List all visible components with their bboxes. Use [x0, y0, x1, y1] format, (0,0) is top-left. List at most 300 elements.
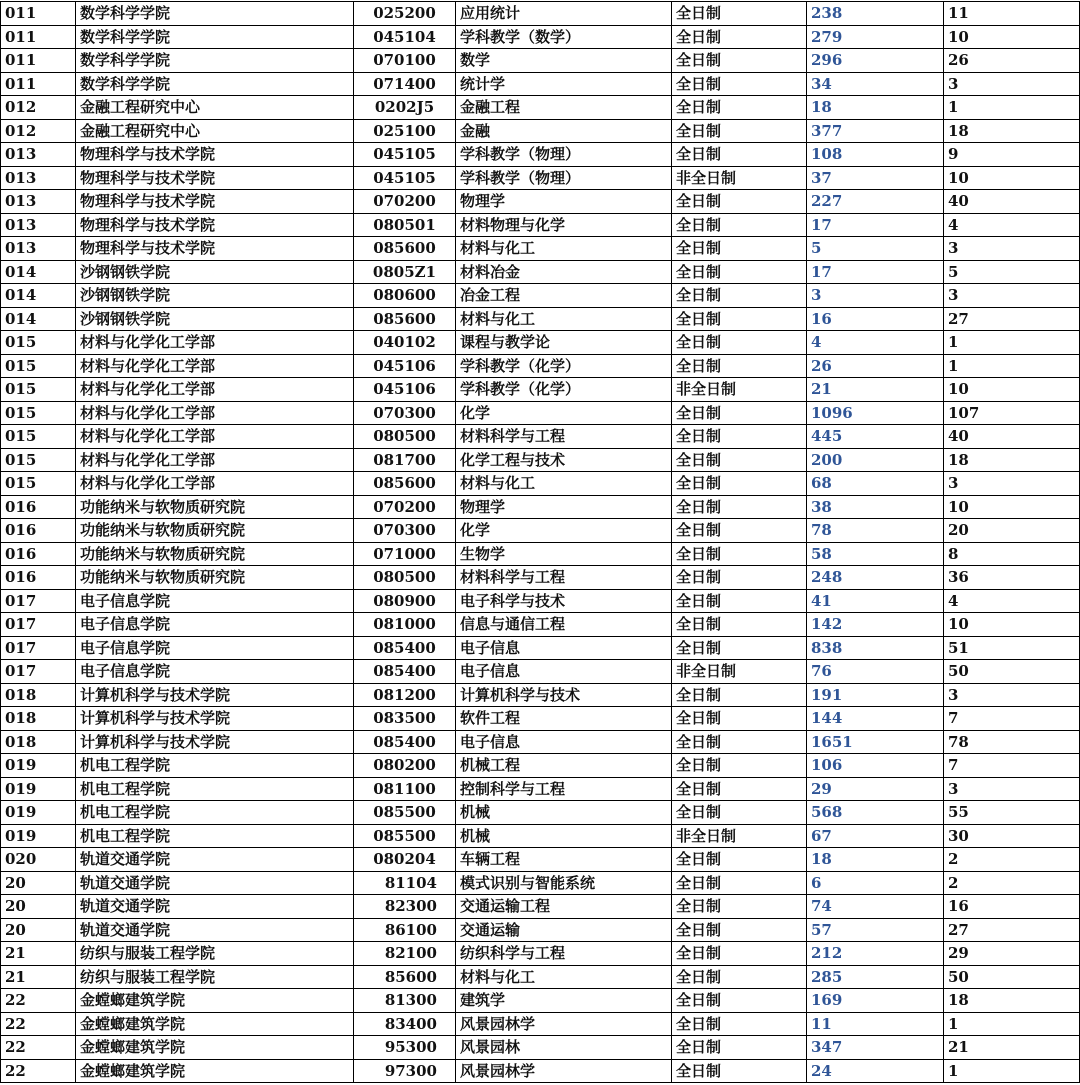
table-row: [1, 754, 1080, 778]
major-code-cell: 085600: [354, 307, 456, 331]
applicants-cell: 18: [807, 96, 944, 120]
major-code-cell: 071000: [354, 542, 456, 566]
applicants-cell: 74: [807, 895, 944, 919]
applicants-cell: 3: [807, 284, 944, 308]
study-mode-cell: 全日制: [672, 119, 807, 143]
college-name-cell: 纺织与服装工程学院: [76, 942, 354, 966]
table-row: [1, 965, 1080, 989]
applicants-cell: 57: [807, 918, 944, 942]
major-name-cell: 材料冶金: [456, 260, 672, 284]
admitted-cell: 1: [944, 331, 1080, 355]
study-mode-cell: 全日制: [672, 72, 807, 96]
college-name-cell: 机电工程学院: [76, 824, 354, 848]
major-code-cell: 081100: [354, 777, 456, 801]
college-name-cell: 计算机科学与技术学院: [76, 683, 354, 707]
applicants-cell: 24: [807, 1059, 944, 1083]
college-code-cell: 019: [1, 777, 76, 801]
table-row: [1, 354, 1080, 378]
study-mode-cell: 全日制: [672, 143, 807, 167]
major-name-cell: 电子信息: [456, 730, 672, 754]
college-name-cell: 金螳螂建筑学院: [76, 989, 354, 1013]
college-name-cell: 功能纳米与软物质研究院: [76, 566, 354, 590]
college-code-cell: 013: [1, 166, 76, 190]
applicants-cell: 238: [807, 2, 944, 26]
admitted-cell: 3: [944, 284, 1080, 308]
college-code-cell: 015: [1, 331, 76, 355]
major-code-cell: 045105: [354, 143, 456, 167]
college-name-cell: 材料与化学化工学部: [76, 354, 354, 378]
applicants-cell: 212: [807, 942, 944, 966]
college-name-cell: 轨道交通学院: [76, 848, 354, 872]
college-code-cell: 017: [1, 660, 76, 684]
major-name-cell: 模式识别与智能系统: [456, 871, 672, 895]
college-code-cell: 020: [1, 848, 76, 872]
study-mode-cell: 全日制: [672, 307, 807, 331]
major-name-cell: 材料物理与化学: [456, 213, 672, 237]
study-mode-cell: 全日制: [672, 96, 807, 120]
major-name-cell: 生物学: [456, 542, 672, 566]
college-name-cell: 沙钢钢铁学院: [76, 260, 354, 284]
major-name-cell: 物理学: [456, 495, 672, 519]
major-name-cell: 化学: [456, 401, 672, 425]
admitted-cell: 40: [944, 190, 1080, 214]
applicants-cell: 169: [807, 989, 944, 1013]
college-code-cell: 014: [1, 260, 76, 284]
college-code-cell: 018: [1, 707, 76, 731]
college-name-cell: 材料与化学化工学部: [76, 378, 354, 402]
table-row: [1, 871, 1080, 895]
study-mode-cell: 全日制: [672, 237, 807, 261]
table-row: [1, 519, 1080, 543]
admitted-cell: 5: [944, 260, 1080, 284]
college-name-cell: 金融工程研究中心: [76, 119, 354, 143]
college-name-cell: 物理科学与技术学院: [76, 143, 354, 167]
college-name-cell: 材料与化学化工学部: [76, 401, 354, 425]
admitted-cell: 2: [944, 848, 1080, 872]
major-name-cell: 信息与通信工程: [456, 613, 672, 637]
major-name-cell: 学科教学（物理）: [456, 143, 672, 167]
college-code-cell: 017: [1, 613, 76, 637]
college-code-cell: 015: [1, 378, 76, 402]
table-row: [1, 589, 1080, 613]
admitted-cell: 10: [944, 378, 1080, 402]
admitted-cell: 18: [944, 119, 1080, 143]
major-name-cell: 电子信息: [456, 636, 672, 660]
applicants-cell: 296: [807, 49, 944, 73]
college-code-cell: 019: [1, 824, 76, 848]
admitted-cell: 51: [944, 636, 1080, 660]
table-row: [1, 166, 1080, 190]
college-code-cell: 015: [1, 425, 76, 449]
table-row: [1, 942, 1080, 966]
major-name-cell: 化学: [456, 519, 672, 543]
major-code-cell: 085600: [354, 237, 456, 261]
study-mode-cell: 全日制: [672, 613, 807, 637]
college-code-cell: 015: [1, 401, 76, 425]
college-name-cell: 材料与化学化工学部: [76, 448, 354, 472]
table-row: [1, 425, 1080, 449]
applicants-cell: 142: [807, 613, 944, 637]
applicants-cell: 248: [807, 566, 944, 590]
college-code-cell: 22: [1, 989, 76, 1013]
college-code-cell: 011: [1, 72, 76, 96]
applicants-cell: 279: [807, 25, 944, 49]
admitted-cell: 3: [944, 777, 1080, 801]
applicants-cell: 5: [807, 237, 944, 261]
college-code-cell: 22: [1, 1059, 76, 1083]
study-mode-cell: 全日制: [672, 942, 807, 966]
applicants-cell: 17: [807, 213, 944, 237]
admitted-cell: 3: [944, 72, 1080, 96]
college-name-cell: 数学科学学院: [76, 49, 354, 73]
college-name-cell: 数学科学学院: [76, 72, 354, 96]
table-row: [1, 566, 1080, 590]
major-name-cell: 化学工程与技术: [456, 448, 672, 472]
college-code-cell: 20: [1, 871, 76, 895]
major-code-cell: 045106: [354, 378, 456, 402]
applicants-cell: 78: [807, 519, 944, 543]
college-code-cell: 016: [1, 566, 76, 590]
admitted-cell: 1: [944, 1012, 1080, 1036]
major-name-cell: 机械: [456, 824, 672, 848]
college-code-cell: 20: [1, 918, 76, 942]
college-code-cell: 22: [1, 1036, 76, 1060]
admitted-cell: 11: [944, 2, 1080, 26]
study-mode-cell: 全日制: [672, 801, 807, 825]
major-code-cell: 81300: [354, 989, 456, 1013]
college-name-cell: 物理科学与技术学院: [76, 190, 354, 214]
applicants-cell: 38: [807, 495, 944, 519]
major-name-cell: 车辆工程: [456, 848, 672, 872]
major-code-cell: 82100: [354, 942, 456, 966]
study-mode-cell: 全日制: [672, 542, 807, 566]
major-name-cell: 数学: [456, 49, 672, 73]
table-row: [1, 307, 1080, 331]
study-mode-cell: 非全日制: [672, 166, 807, 190]
college-code-cell: 012: [1, 96, 76, 120]
applicants-cell: 18: [807, 848, 944, 872]
major-name-cell: 学科教学（物理）: [456, 166, 672, 190]
table-row: [1, 730, 1080, 754]
table-row: [1, 1059, 1080, 1083]
college-name-cell: 金螳螂建筑学院: [76, 1059, 354, 1083]
study-mode-cell: 全日制: [672, 1036, 807, 1060]
admitted-cell: 3: [944, 683, 1080, 707]
admitted-cell: 10: [944, 613, 1080, 637]
major-code-cell: 045106: [354, 354, 456, 378]
study-mode-cell: 全日制: [672, 848, 807, 872]
college-name-cell: 电子信息学院: [76, 613, 354, 637]
study-mode-cell: 全日制: [672, 918, 807, 942]
table-row: [1, 143, 1080, 167]
major-code-cell: 83400: [354, 1012, 456, 1036]
admitted-cell: 21: [944, 1036, 1080, 1060]
major-name-cell: 学科教学（化学）: [456, 354, 672, 378]
table-row: [1, 495, 1080, 519]
table-row: [1, 2, 1080, 26]
study-mode-cell: 全日制: [672, 190, 807, 214]
major-name-cell: 物理学: [456, 190, 672, 214]
college-name-cell: 材料与化学化工学部: [76, 331, 354, 355]
applicants-cell: 37: [807, 166, 944, 190]
major-name-cell: 材料与化工: [456, 237, 672, 261]
admitted-cell: 40: [944, 425, 1080, 449]
applicants-cell: 347: [807, 1036, 944, 1060]
study-mode-cell: 全日制: [672, 683, 807, 707]
college-code-cell: 018: [1, 730, 76, 754]
major-code-cell: 080900: [354, 589, 456, 613]
table-row: [1, 707, 1080, 731]
table-row: [1, 378, 1080, 402]
applicants-cell: 76: [807, 660, 944, 684]
study-mode-cell: 非全日制: [672, 378, 807, 402]
major-code-cell: 085500: [354, 801, 456, 825]
study-mode-cell: 全日制: [672, 213, 807, 237]
college-code-cell: 016: [1, 542, 76, 566]
major-code-cell: 070200: [354, 190, 456, 214]
college-name-cell: 功能纳米与软物质研究院: [76, 519, 354, 543]
table-row: [1, 1012, 1080, 1036]
admitted-cell: 30: [944, 824, 1080, 848]
study-mode-cell: 全日制: [672, 25, 807, 49]
major-code-cell: 040102: [354, 331, 456, 355]
major-code-cell: 085400: [354, 730, 456, 754]
applicants-cell: 67: [807, 824, 944, 848]
college-code-cell: 019: [1, 754, 76, 778]
study-mode-cell: 全日制: [672, 401, 807, 425]
major-code-cell: 080501: [354, 213, 456, 237]
table-row: [1, 895, 1080, 919]
applicants-cell: 568: [807, 801, 944, 825]
applicants-cell: 144: [807, 707, 944, 731]
admitted-cell: 8: [944, 542, 1080, 566]
admitted-cell: 50: [944, 660, 1080, 684]
major-name-cell: 材料科学与工程: [456, 566, 672, 590]
applicants-cell: 227: [807, 190, 944, 214]
admitted-cell: 7: [944, 707, 1080, 731]
study-mode-cell: 全日制: [672, 754, 807, 778]
admitted-cell: 1: [944, 96, 1080, 120]
major-code-cell: 0805Z1: [354, 260, 456, 284]
admitted-cell: 10: [944, 25, 1080, 49]
college-code-cell: 015: [1, 354, 76, 378]
study-mode-cell: 全日制: [672, 707, 807, 731]
college-code-cell: 014: [1, 284, 76, 308]
study-mode-cell: 全日制: [672, 425, 807, 449]
admitted-cell: 10: [944, 495, 1080, 519]
table-row: [1, 49, 1080, 73]
study-mode-cell: 全日制: [672, 895, 807, 919]
applicants-cell: 445: [807, 425, 944, 449]
study-mode-cell: 全日制: [672, 495, 807, 519]
major-code-cell: 081200: [354, 683, 456, 707]
college-name-cell: 物理科学与技术学院: [76, 166, 354, 190]
major-code-cell: 080500: [354, 566, 456, 590]
applicants-cell: 21: [807, 378, 944, 402]
college-code-cell: 017: [1, 636, 76, 660]
applicants-cell: 108: [807, 143, 944, 167]
admitted-cell: 107: [944, 401, 1080, 425]
major-code-cell: 95300: [354, 1036, 456, 1060]
major-name-cell: 应用统计: [456, 2, 672, 26]
applicants-cell: 11: [807, 1012, 944, 1036]
study-mode-cell: 全日制: [672, 871, 807, 895]
applicants-cell: 41: [807, 589, 944, 613]
college-code-cell: 013: [1, 143, 76, 167]
college-name-cell: 物理科学与技术学院: [76, 237, 354, 261]
table-body: [1, 2, 1080, 1083]
major-code-cell: 070200: [354, 495, 456, 519]
study-mode-cell: 全日制: [672, 260, 807, 284]
college-name-cell: 数学科学学院: [76, 25, 354, 49]
major-name-cell: 金融: [456, 119, 672, 143]
college-name-cell: 机电工程学院: [76, 801, 354, 825]
table-row: [1, 918, 1080, 942]
applicants-cell: 34: [807, 72, 944, 96]
college-code-cell: 22: [1, 1012, 76, 1036]
study-mode-cell: 全日制: [672, 566, 807, 590]
college-code-cell: 011: [1, 2, 76, 26]
study-mode-cell: 全日制: [672, 2, 807, 26]
study-mode-cell: 全日制: [672, 989, 807, 1013]
table-row: [1, 448, 1080, 472]
major-name-cell: 材料与化工: [456, 472, 672, 496]
admitted-cell: 10: [944, 166, 1080, 190]
table-row: [1, 260, 1080, 284]
admitted-cell: 50: [944, 965, 1080, 989]
college-code-cell: 011: [1, 25, 76, 49]
major-code-cell: 82300: [354, 895, 456, 919]
major-name-cell: 电子信息: [456, 660, 672, 684]
admitted-cell: 18: [944, 448, 1080, 472]
college-name-cell: 电子信息学院: [76, 589, 354, 613]
admissions-table: [0, 1, 1080, 1083]
major-code-cell: 045105: [354, 166, 456, 190]
college-name-cell: 金螳螂建筑学院: [76, 1036, 354, 1060]
major-code-cell: 070100: [354, 49, 456, 73]
applicants-cell: 838: [807, 636, 944, 660]
admitted-cell: 55: [944, 801, 1080, 825]
college-code-cell: 015: [1, 472, 76, 496]
table-row: [1, 660, 1080, 684]
major-code-cell: 080500: [354, 425, 456, 449]
college-code-cell: 017: [1, 589, 76, 613]
college-code-cell: 21: [1, 942, 76, 966]
college-name-cell: 材料与化学化工学部: [76, 472, 354, 496]
table-row: [1, 801, 1080, 825]
admitted-cell: 78: [944, 730, 1080, 754]
college-name-cell: 金螳螂建筑学院: [76, 1012, 354, 1036]
college-code-cell: 012: [1, 119, 76, 143]
major-code-cell: 080204: [354, 848, 456, 872]
college-name-cell: 计算机科学与技术学院: [76, 730, 354, 754]
study-mode-cell: 全日制: [672, 730, 807, 754]
table-row: [1, 25, 1080, 49]
applicants-cell: 58: [807, 542, 944, 566]
admitted-cell: 36: [944, 566, 1080, 590]
applicants-cell: 29: [807, 777, 944, 801]
major-code-cell: 085400: [354, 660, 456, 684]
college-code-cell: 20: [1, 895, 76, 919]
college-code-cell: 014: [1, 307, 76, 331]
major-name-cell: 统计学: [456, 72, 672, 96]
major-name-cell: 纺织科学与工程: [456, 942, 672, 966]
major-code-cell: 071400: [354, 72, 456, 96]
college-code-cell: 011: [1, 49, 76, 73]
admitted-cell: 1: [944, 354, 1080, 378]
table-row: [1, 284, 1080, 308]
admitted-cell: 4: [944, 589, 1080, 613]
table-row: [1, 401, 1080, 425]
college-code-cell: 018: [1, 683, 76, 707]
college-name-cell: 计算机科学与技术学院: [76, 707, 354, 731]
college-name-cell: 沙钢钢铁学院: [76, 307, 354, 331]
college-code-cell: 21: [1, 965, 76, 989]
college-name-cell: 机电工程学院: [76, 754, 354, 778]
major-code-cell: 080200: [354, 754, 456, 778]
table-row: [1, 824, 1080, 848]
major-name-cell: 交通运输工程: [456, 895, 672, 919]
major-name-cell: 冶金工程: [456, 284, 672, 308]
major-name-cell: 材料与化工: [456, 965, 672, 989]
study-mode-cell: 全日制: [672, 1059, 807, 1083]
college-name-cell: 物理科学与技术学院: [76, 213, 354, 237]
college-name-cell: 功能纳米与软物质研究院: [76, 495, 354, 519]
college-name-cell: 功能纳米与软物质研究院: [76, 542, 354, 566]
major-name-cell: 材料科学与工程: [456, 425, 672, 449]
study-mode-cell: 全日制: [672, 965, 807, 989]
applicants-cell: 106: [807, 754, 944, 778]
college-code-cell: 019: [1, 801, 76, 825]
applicants-cell: 1096: [807, 401, 944, 425]
table-row: [1, 331, 1080, 355]
major-name-cell: 材料与化工: [456, 307, 672, 331]
college-code-cell: 013: [1, 213, 76, 237]
applicants-cell: 26: [807, 354, 944, 378]
major-name-cell: 学科教学（数学）: [456, 25, 672, 49]
college-name-cell: 机电工程学院: [76, 777, 354, 801]
major-name-cell: 建筑学: [456, 989, 672, 1013]
table-row: [1, 72, 1080, 96]
admitted-cell: 3: [944, 237, 1080, 261]
study-mode-cell: 全日制: [672, 636, 807, 660]
admitted-cell: 4: [944, 213, 1080, 237]
major-name-cell: 课程与教学论: [456, 331, 672, 355]
major-name-cell: 机械工程: [456, 754, 672, 778]
study-mode-cell: 全日制: [672, 354, 807, 378]
admitted-cell: 27: [944, 918, 1080, 942]
study-mode-cell: 全日制: [672, 777, 807, 801]
major-code-cell: 081700: [354, 448, 456, 472]
major-code-cell: 070300: [354, 519, 456, 543]
major-name-cell: 软件工程: [456, 707, 672, 731]
major-name-cell: 电子科学与技术: [456, 589, 672, 613]
admitted-cell: 26: [944, 49, 1080, 73]
table-row: [1, 119, 1080, 143]
applicants-cell: 200: [807, 448, 944, 472]
admitted-cell: 18: [944, 989, 1080, 1013]
college-name-cell: 数学科学学院: [76, 2, 354, 26]
major-code-cell: 085600: [354, 472, 456, 496]
applicants-cell: 68: [807, 472, 944, 496]
admitted-cell: 16: [944, 895, 1080, 919]
major-code-cell: 97300: [354, 1059, 456, 1083]
college-code-cell: 016: [1, 495, 76, 519]
college-name-cell: 轨道交通学院: [76, 918, 354, 942]
major-name-cell: 风景园林学: [456, 1012, 672, 1036]
college-name-cell: 金融工程研究中心: [76, 96, 354, 120]
major-name-cell: 风景园林: [456, 1036, 672, 1060]
